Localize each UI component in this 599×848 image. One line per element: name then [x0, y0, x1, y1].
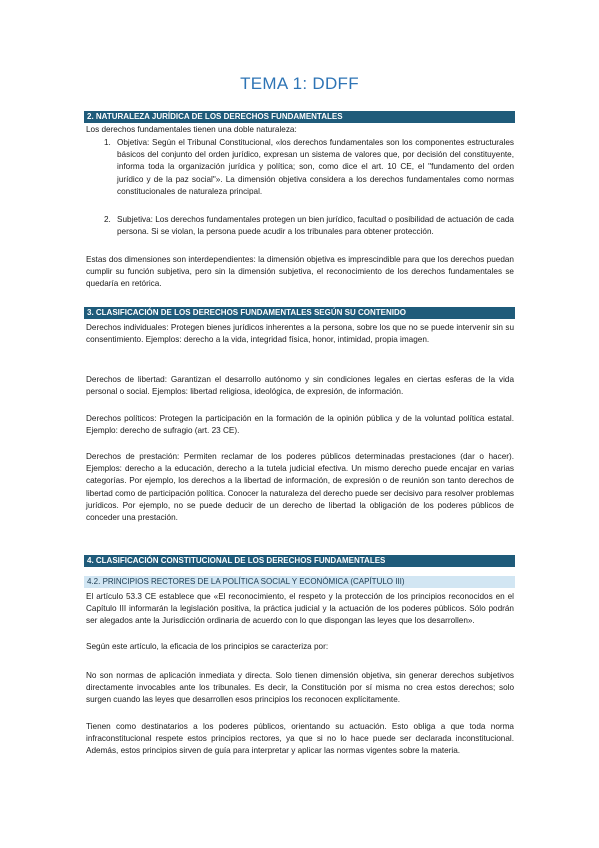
paragraph-eficacia-intro: Según este artículo, la eficacia de los principios se caracteriza por:	[86, 642, 329, 651]
section-2-closing: Estas dos dimensiones son interdependientes: la dimensión objetiva es imprescindible para que los derechos puedan cumplir su función subjetiva, pero sin la dimensión subjetiva, el reconocimiento de los derechos fundamentales se quedaría en retórica.	[86, 255, 514, 289]
paragraph-destinatarios: Tienen como destinatarios a los poderes públicos, orientando su actuación. Esto obliga a que toda norma infraconstitucional respete estos principios rectores, ya que si no lo hace puede ser declarada inconstitucional. Además, estos principios sirven de guía para interpretar y aplicar las normas vigentes sobre la materia.	[86, 722, 514, 756]
paragraph-derechos-prestacion: Derechos de prestación: Permiten reclamar de los poderes públicos determinadas prestaciones (dar o hacer). Ejemplos: derecho a la educación, derecho a la tutela judicial efectiva. Un mismo derecho puede encajar en varias categorías. Por ejemplo, los derechos a la libertad de información, de expresión o de reunión son tanto derechos de libertad como de participación política. Conocer la naturaleza del derecho puede ser decisivo para resolver problemas jurídicos. Por ejemplo, no se puede deducir de un derecho de libertad la obligación de los poderes públicos de conceder una prestación.	[86, 452, 514, 523]
paragraph-derechos-libertad: Derechos de libertad: Garantizan el desarrollo autónomo y sin condiciones legales en ciertas esferas de la vida personal o social. Ejemplos: libertad religiosa, ideológica, de expresión, de información.	[86, 375, 514, 397]
list-item-number: 2.	[104, 215, 111, 224]
section-2-heading: 2. NATURALEZA JURÍDICA DE LOS DERECHOS FUNDAMENTALES	[84, 111, 515, 123]
paragraph-derechos-individuales: Derechos individuales: Protegen bienes jurídicos inherentes a la persona, sobre los que no se puede intervenir sin su consentimiento. Ejemplos: derecho a la vida, integridad física, honor, intimidad, propia imagen.	[86, 323, 514, 345]
list-item-objetiva: Objetiva: Según el Tribunal Constitucional, «los derechos fundamentales son los componentes estructurales básicos del conjunto del orden jurídico, expresan un sistema de valores que, por decisión del constituyente, informa toda la organización jurídica y política; son, como dice el art. 10 CE, el "fundamento del orden jurídico y de la paz social"». La dimensión objetiva considera a los derechos fundamentales como normas constitucionales de naturaleza principal.	[117, 138, 514, 196]
paragraph-derechos-politicos: Derechos políticos: Protegen la participación en la formación de la opinión pública y de la voluntad política estatal. Ejemplo: derecho de sufragio (art. 23 CE).	[86, 414, 514, 436]
list-item-number: 1.	[104, 138, 111, 147]
paragraph-no-aplicacion-inmediata: No son normas de aplicación inmediata y directa. Solo tienen dimensión objetiva, sin generar derechos subjetivos directamente invocables ante los tribunales. Es decir, la Constitución por sí misma no crea estos derechos; solo surgen cuando las leyes que desarrollen esos principios los reconocen explícitamente.	[86, 671, 514, 705]
section-4-2-subheading: 4.2. PRINCIPIOS RECTORES DE LA POLÍTICA SOCIAL Y ECONÓMICA (CAPÍTULO III)	[84, 576, 515, 588]
list-item-subjetiva: Subjetiva: Los derechos fundamentales protegen un bien jurídico, facultad o posibilidad de actuación de cada persona. Si se violan, la persona puede acudir a los tribunales para obtener protección.	[117, 215, 514, 237]
paragraph-articulo-53: El artículo 53.3 CE establece que «El reconocimiento, el respeto y la protección de los principios reconocidos en el Capítulo III informarán la legislación positiva, la práctica judicial y la actuación de los poderes públicos. Sólo podrán ser alegados ante la Jurisdicción ordinaria de acuerdo con lo que dispongan las leyes que los desarrollen».	[86, 592, 514, 626]
section-4-heading: 4. CLASIFICACIÓN CONSTITUCIONAL DE LOS DERECHOS FUNDAMENTALES	[84, 555, 515, 567]
section-2-intro: Los derechos fundamentales tienen una doble naturaleza:	[86, 125, 297, 134]
document-title: TEMA 1: DDFF	[240, 74, 359, 93]
section-3-heading: 3. CLASIFICACIÓN DE LOS DERECHOS FUNDAMENTALES SEGÚN SU CONTENIDO	[84, 307, 515, 319]
